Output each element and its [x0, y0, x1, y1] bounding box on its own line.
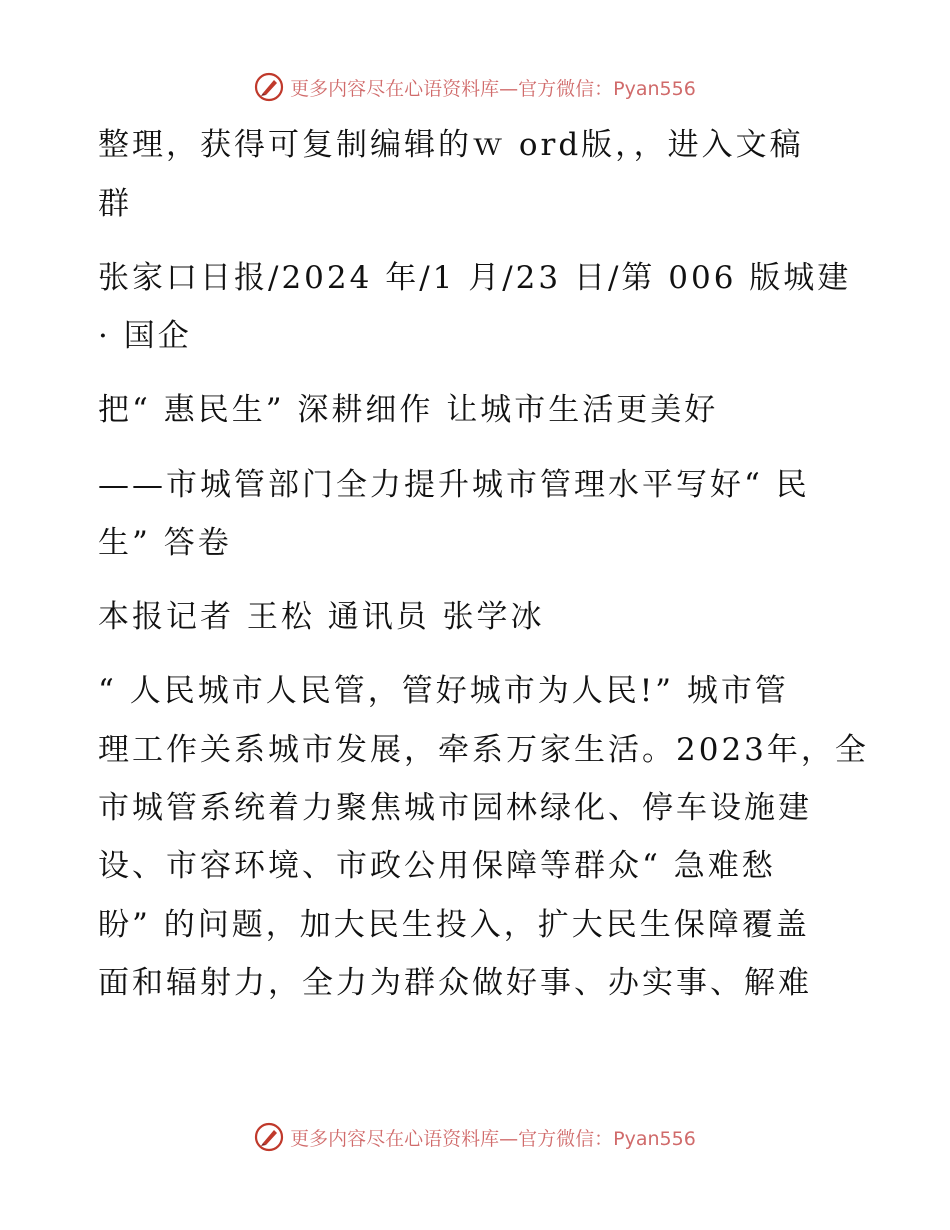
article-subtitle: ——市城管部门全力提升城市管理水平写好“ 民 — [98, 467, 810, 503]
byline: 本报记者 王松 通讯员 张学冰 — [98, 599, 545, 635]
text-line: 面和辐射力，全力为群众做好事、办实事、解难 — [98, 965, 812, 1001]
footer-watermark — [0, 1122, 950, 1152]
text-line: 张家口日报/2024 年/1 月/23 日/第 006 版城建 — [98, 260, 852, 296]
article-subtitle: 生” 答卷 — [98, 525, 232, 561]
header-watermark-text: 更多内容尽在心语资料库—官方微信：Pyan556 — [290, 77, 696, 100]
text-line: 理工作关系城市发展，牵系万家生活。2023年，全 — [98, 732, 869, 768]
article-title: 把“ 惠民生” 深耕细作 让城市生活更美好 — [98, 392, 719, 428]
header-watermark — [0, 72, 950, 102]
pen-logo-icon — [254, 72, 284, 102]
text-line: · 国企 — [98, 318, 192, 354]
footer-watermark-text: 更多内容尽在心语资料库—官方微信：Pyan556 — [290, 1127, 696, 1150]
text-line: “ 人民城市人民管，管好城市为人民!” 城市管 — [98, 673, 789, 709]
text-line: 市城管系统着力聚焦城市园林绿化、停车设施建 — [98, 790, 812, 826]
text-line: 群 — [98, 186, 132, 222]
text-line: 整理，获得可复制编辑的ｗ ord版，，进入文稿 — [98, 127, 804, 163]
text-line: 设、市容环境、市政公用保障等群众“ 急难愁 — [98, 848, 776, 884]
pen-logo-icon — [254, 1122, 284, 1152]
text-line: 盼” 的问题，加大民生投入，扩大民生保障覆盖 — [98, 907, 810, 943]
